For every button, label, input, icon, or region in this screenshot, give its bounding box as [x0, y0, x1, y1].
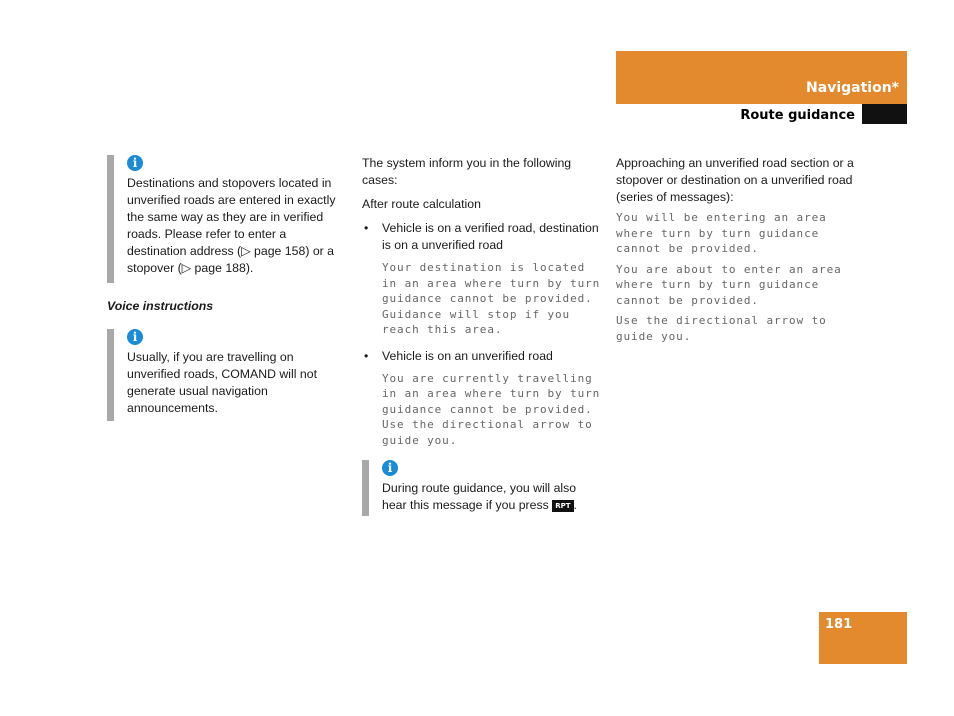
- note-text-end: .: [573, 498, 577, 512]
- info-note-2: [107, 329, 347, 421]
- column-2: [362, 155, 602, 516]
- info-icon: i: [382, 460, 398, 476]
- chapter-title: Navigation*: [806, 80, 899, 96]
- intro-text: The system inform you in the following cases:: [362, 156, 572, 187]
- bullet-item: [362, 220, 602, 254]
- note-text-body: During route guidance, you will also hear this message if you press: [382, 481, 577, 512]
- voice-message: You will be entering an area where turn by turn guidance cannot be provided.: [616, 211, 827, 255]
- info-note-3: [362, 460, 602, 516]
- note-text: Destinations and stopovers located in unverified roads are entered in exactly the same way as they are in verified roads. Please refer to enter a destination address (▷ page 158) or a stopover (▷ page 188).: [127, 176, 336, 275]
- bullet-item: [362, 348, 602, 365]
- column-1: [107, 155, 347, 421]
- info-icon: i: [127, 155, 143, 171]
- info-note-1: [107, 155, 347, 283]
- bullet-glyph: •: [364, 221, 369, 235]
- page-number-box: [819, 612, 907, 664]
- voice-message: Your destination is located in an area where turn by turn guidance cannot be provided. Guidance will stop if you reach this area.: [382, 261, 601, 336]
- voice-message: Use the directional arrow to guide you.: [616, 314, 827, 343]
- intro-text: Approaching an unverified road section or a stopover or destination on a unverified road (series of messages):: [616, 156, 854, 204]
- column-3: [616, 155, 856, 349]
- section-header: [616, 104, 907, 124]
- note-text: [382, 480, 602, 514]
- section-heading: Voice instructions: [107, 299, 214, 313]
- voice-message: You are currently travelling in an area where turn by turn guidance cannot be provided. Use the directional arrow to guide you.: [382, 371, 601, 447]
- section-title: Route guidance: [740, 108, 855, 123]
- info-icon: i: [127, 329, 143, 345]
- bullet-glyph: •: [364, 348, 369, 363]
- header-bar: [616, 51, 907, 104]
- voice-message: You are about to enter an area where turn by turn guidance cannot be provided.: [616, 262, 842, 307]
- page-number: 181: [825, 617, 853, 632]
- section-tab-marker: [862, 104, 907, 124]
- rpt-button-icon: RPT: [552, 500, 573, 512]
- note-text: Usually, if you are travelling on unverified roads, COMAND will not generate usual navigation announcements.: [127, 350, 317, 415]
- bullet-text: Vehicle is on a verified road, destination is on a unverified road: [382, 221, 599, 252]
- bullet-text: Vehicle is on an unverified road: [382, 348, 553, 363]
- subheading-text: After route calculation: [362, 197, 481, 211]
